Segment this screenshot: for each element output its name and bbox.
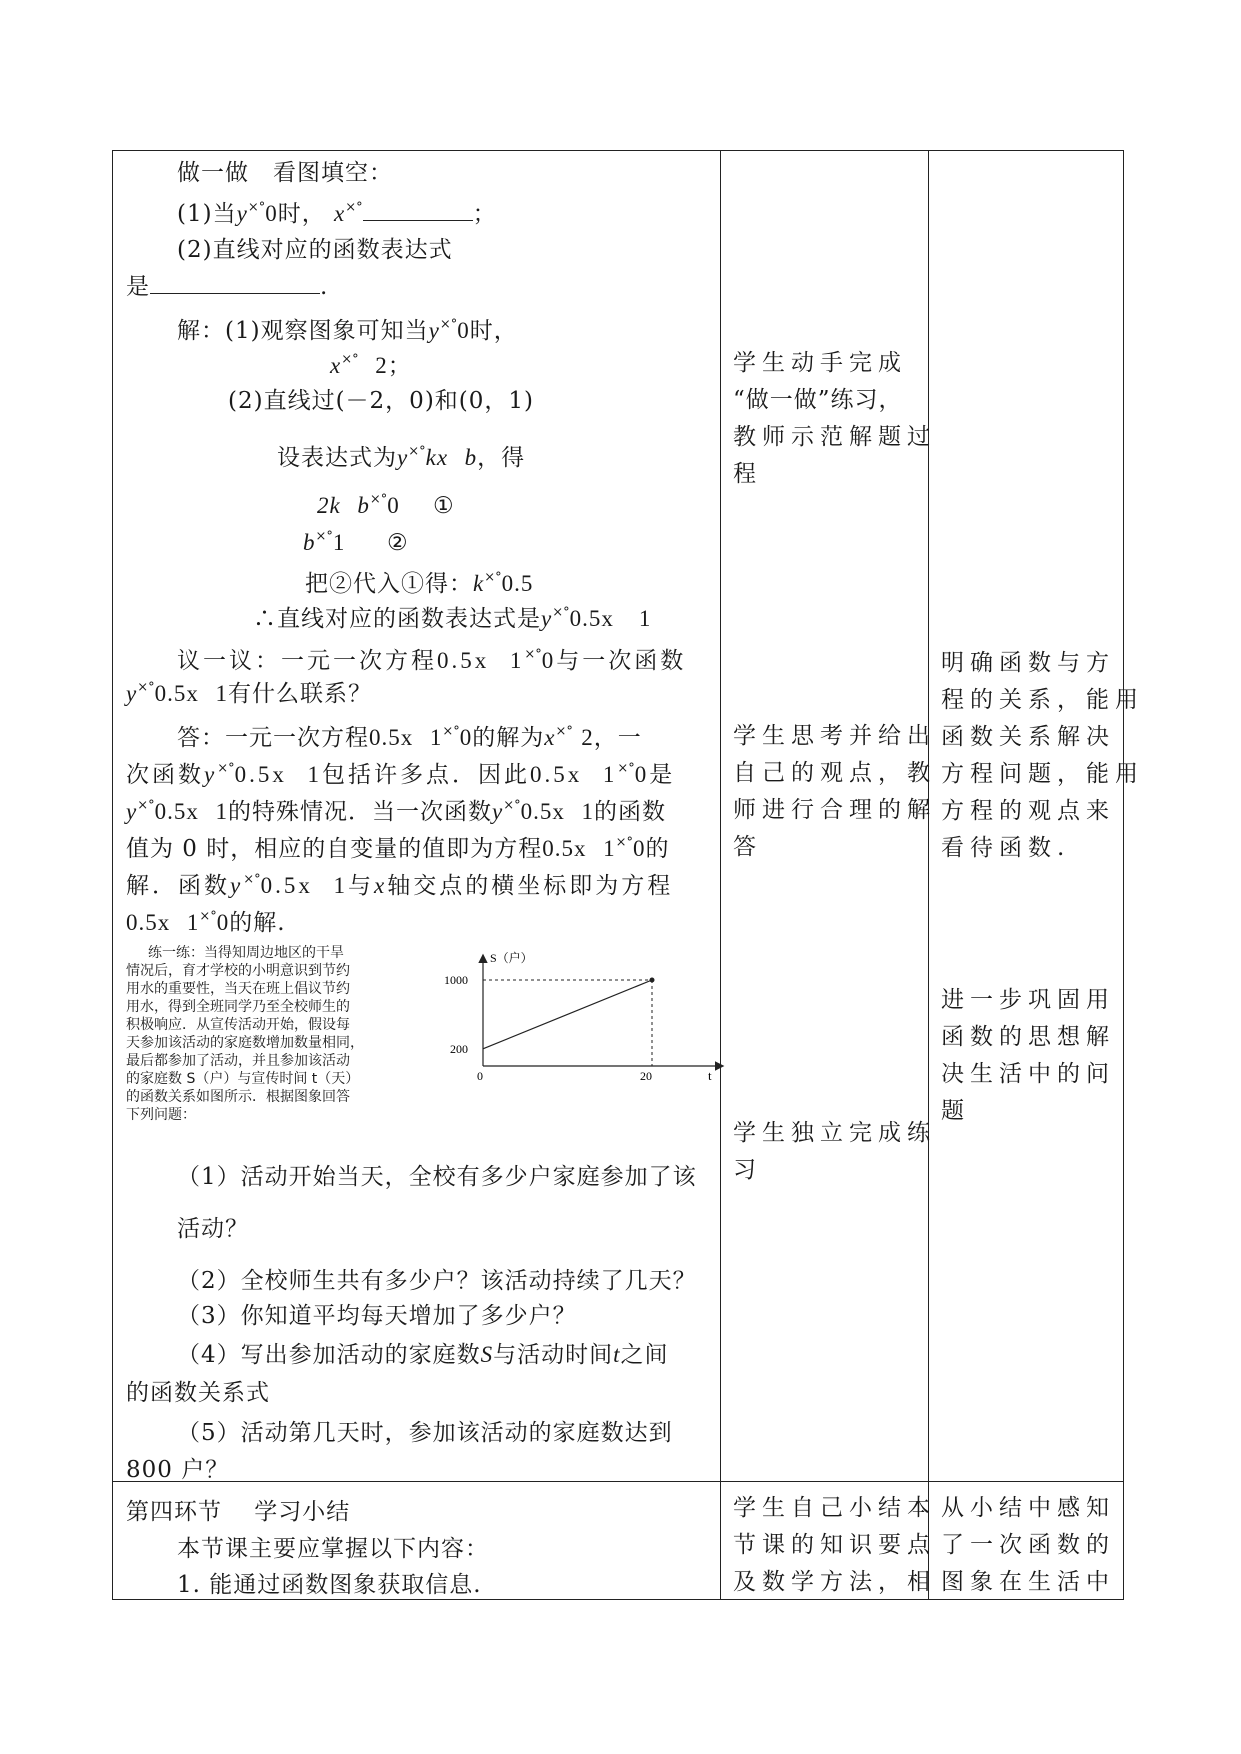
data-point [650, 978, 655, 983]
lianyilian-line: 用水，得到全班同学乃至全校师生的 [126, 999, 350, 1015]
answer-line-4: 值为 0 时，相应的自变量的值即为方程0.5x 1×°0的 [126, 835, 670, 862]
equation-1: 2k b×°0 ① [317, 492, 455, 519]
solution-line-1: 解：(1)观察图象可知当y×°0时， [177, 317, 518, 344]
answer-line-2: 次函数y×°0.5x 1包括许多点．因此0.5x 1×°0是 [126, 761, 676, 788]
substitution-line: 把②代入①得：k×°0.5 [305, 570, 534, 597]
zuoyizuo-q2: (2)直线对应的函数表达式 [177, 237, 453, 263]
question-4: （4）写出参加活动的家庭数S与活动时间t之间 [177, 1342, 669, 1368]
answer-blank-2[interactable] [150, 275, 320, 294]
teacher-student-activity-2: 学生思考并给出 自己的观点，教 师进行合理的解 答 [733, 723, 936, 860]
design-intent-2: 进一步巩固用 函数的思想解 决生活中的问 题 [941, 987, 1115, 1124]
answer-line-3: y×°0.5x 1的特殊情况．当一次函数y×°0.5x 1的函数 [126, 798, 666, 825]
lianyilian-line: 积极响应．从宣传活动开始，假设每 [126, 1017, 350, 1033]
column-divider-1 [720, 151, 721, 1599]
origin-label: 0 [477, 1069, 483, 1083]
question-5: （5）活动第几天时，参加该活动的家庭数达到 [177, 1420, 673, 1446]
yiyiyi-line-1: 议一议：一元一次方程0.5x 1×°0与一次函数 [177, 647, 687, 674]
solution-line-3: (2)直线过(－2，0)和(0，1) [228, 388, 535, 414]
question-5-cont: 800 户？ [126, 1457, 230, 1483]
activity-chart [440, 950, 730, 1095]
answer-blank-1[interactable] [363, 202, 473, 221]
summary-line-2: 1. 能通过函数图象获取信息. [177, 1572, 482, 1598]
summary-line-1: 本节课主要应掌握以下内容： [177, 1536, 489, 1562]
question-1: （1）活动开始当天，全校有多少户家庭参加了该 [177, 1164, 697, 1190]
question-4-cont: 的函数关系式 [126, 1380, 270, 1406]
y-axis-label: S（户） [490, 951, 533, 965]
teacher-student-activity-3: 学生独立完成练 习 [733, 1120, 936, 1183]
teacher-student-activity-4: 学生自己小结本 节课的知识要点 及数学方法，相 [733, 1495, 936, 1595]
design-intent-3: 从小结中感知 了一次函数的 图象在生活中 [941, 1495, 1115, 1595]
series-line [483, 980, 652, 1049]
lianyilian-line: 的函数关系如图所示．根据图象回答 [126, 1089, 350, 1105]
lianyilian-line: 情况后，育才学校的小明意识到节约 [126, 963, 350, 979]
answer-line-1: 答：一元一次方程0.5x 1×°0的解为x×° 2，一 [177, 724, 642, 751]
lianyilian-line: 下列问题： [126, 1107, 196, 1123]
lianyilian-line: 的家庭数 S（户）与宣传时间 t（天） [126, 1071, 360, 1087]
lianyilian-line: 最后都参加了活动，并且参加该活动 [126, 1053, 350, 1069]
equation-2: b×°1 ② [303, 529, 409, 556]
zuoyizuo-q2-blank-line: 是 . [126, 274, 329, 300]
zuoyizuo-title: 做一做 看图填空： [177, 160, 393, 186]
y-tick-label: 1000 [444, 973, 468, 987]
x-axis-label: t [708, 1068, 712, 1083]
lianyilian-line: 练一练：当得知周边地区的干旱 [148, 945, 344, 961]
conclusion-line: ∴直线对应的函数表达式是y×°0.5x 1 [253, 605, 652, 632]
design-intent-1: 明确函数与方 程的关系，能用 函数关系解决 方程问题，能用 方程的观点来 看待函数. [941, 650, 1144, 861]
teacher-student-activity-1: 学生动手完成 “做一做”练习， 教师示范解题过 程 [733, 350, 936, 487]
question-1-cont: 活动？ [177, 1216, 249, 1242]
solution-line-4: 设表达式为y×°kx b，得 [277, 444, 526, 471]
lianyilian-line: 用水的重要性，当天在班上倡议节约 [126, 981, 350, 997]
solution-line-2: x×° 2； [330, 352, 412, 379]
question-2: （2）全校师生共有多少户？该活动持续了几天？ [177, 1268, 697, 1294]
zuoyizuo-q1: (1)当y×°0时， x×° ； [177, 200, 497, 227]
answer-line-5: 解．函数y×°0.5x 1与x轴交点的横坐标即为方程 [126, 872, 674, 899]
row-divider [113, 1481, 1123, 1482]
summary-title: 第四环节 学习小结 [126, 1499, 351, 1525]
yiyiyi-line-2: y×°0.5x 1有什么联系？ [126, 680, 372, 707]
lianyilian-line: 天参加该活动的家庭数增加数量相同， [126, 1035, 364, 1051]
y-tick-label: 200 [450, 1041, 468, 1056]
x-tick-label: 20 [640, 1069, 652, 1083]
answer-line-6: 0.5x 1×°0的解. [126, 909, 286, 936]
question-3: （3）你知道平均每天增加了多少户？ [177, 1303, 577, 1329]
